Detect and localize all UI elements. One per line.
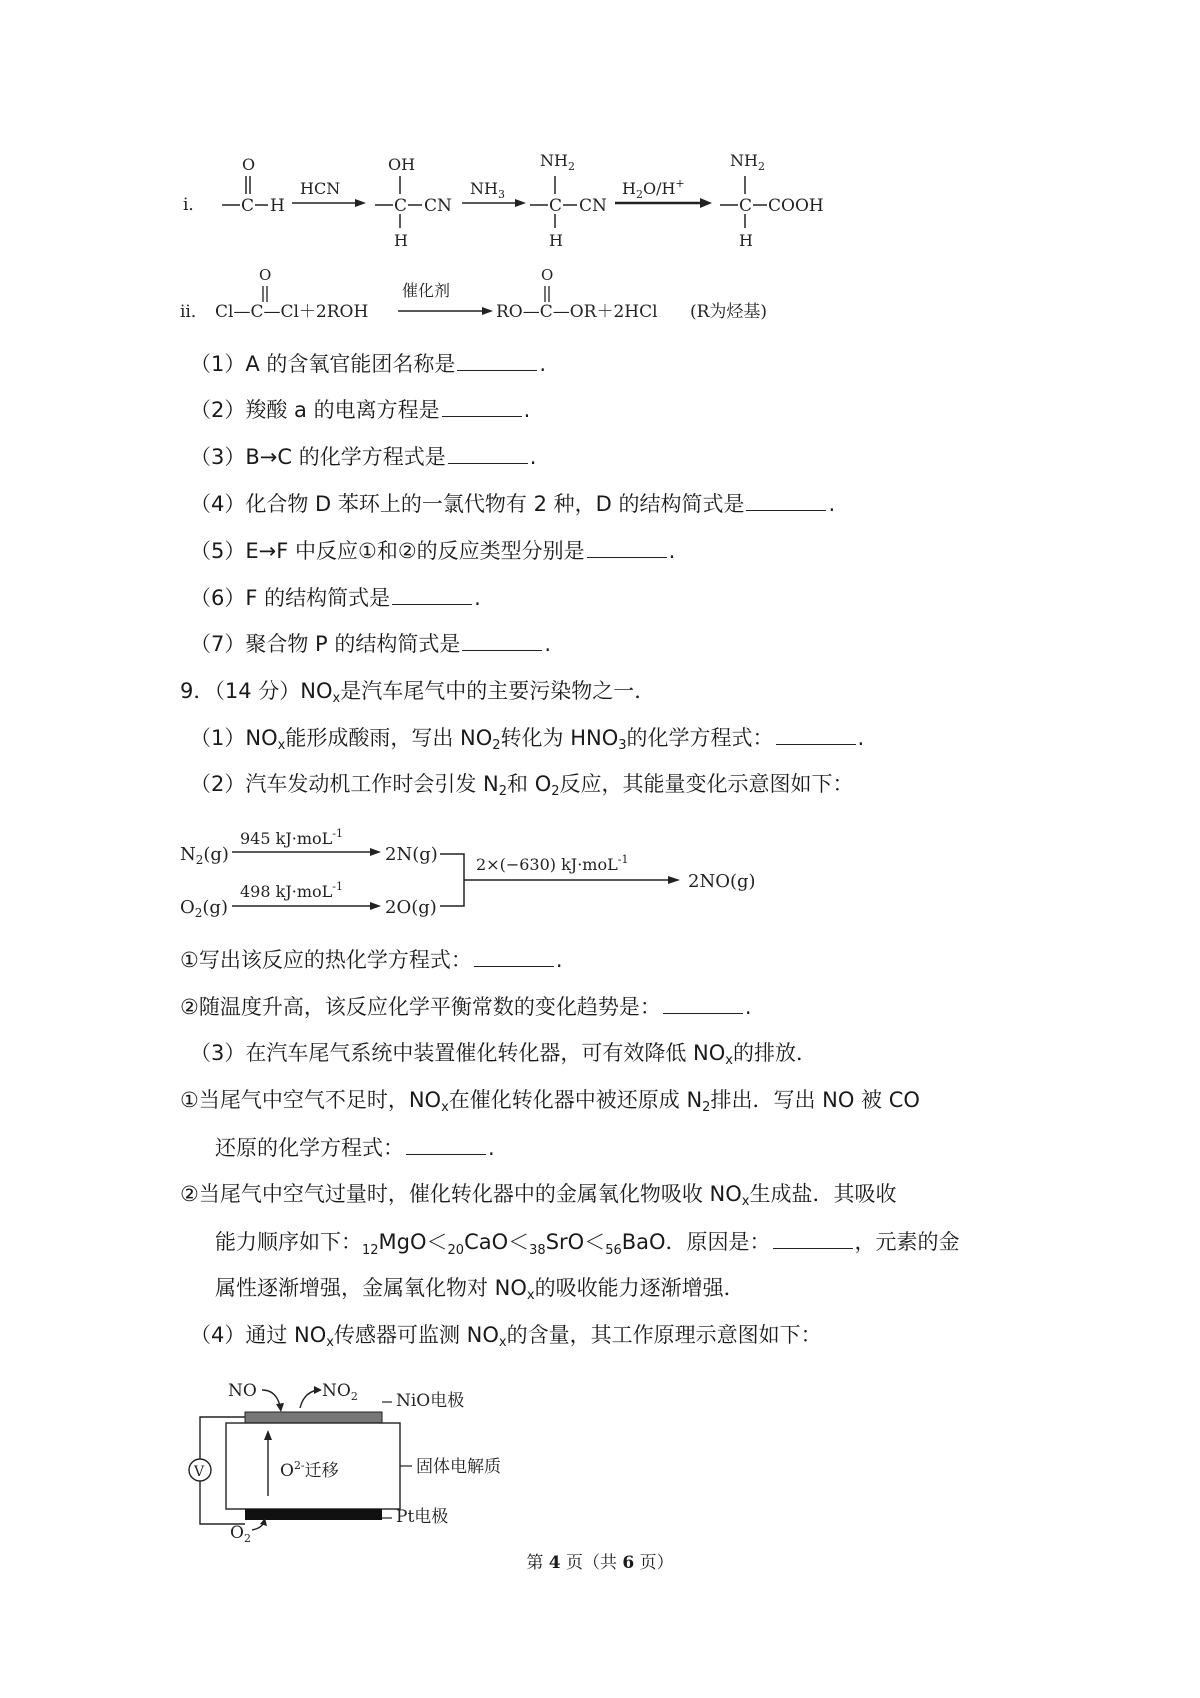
answer-blank[interactable]: [442, 394, 522, 417]
answer-blank[interactable]: [392, 582, 472, 605]
q8-6: （6）F 的结构简式是 .: [190, 582, 481, 613]
answer-blank[interactable]: [448, 441, 528, 464]
svg-text:C: C: [549, 196, 563, 216]
energy-diagram: [0, 820, 1200, 920]
answer-blank[interactable]: [587, 535, 667, 558]
svg-text:NH2: $NH_2$: [540, 151, 575, 173]
page-footer: 第 4 页（共 6 页）: [526, 1553, 674, 1573]
answer-blank[interactable]: [462, 628, 542, 651]
answer-blank[interactable]: [474, 944, 554, 967]
sensor-diagram: [0, 1372, 1200, 1542]
svg-text:H: H: [739, 231, 753, 250]
q9-2-2: ②随温度升高，该反应化学平衡常数的变化趋势是： .: [180, 991, 752, 1022]
svg-text:OH: OH: [388, 155, 416, 174]
svg-text:CN: CN: [579, 196, 607, 216]
answer-blank[interactable]: [663, 991, 743, 1014]
o2-label: $O_2(g)$: [180, 897, 228, 920]
nio-electrode: [245, 1412, 382, 1423]
answer-blank[interactable]: [776, 722, 856, 745]
svg-text:O: O: [259, 266, 272, 284]
pt-label: Pt电极: [396, 1507, 449, 1527]
reagent-nh3: $NH_3$: [470, 179, 505, 201]
svg-text:O: O: [242, 155, 256, 174]
q8-3: （3）B→C 的化学方程式是 .: [190, 441, 536, 472]
svg-text:H: H: [394, 231, 408, 250]
no2-label: $NO_2$: [322, 1381, 358, 1403]
pt-electrode: [245, 1509, 382, 1520]
q9-3-2c: 属性逐渐增强，金属氧化物对 $NO_x$的吸收能力逐渐增强．: [215, 1276, 745, 1303]
scheme-ii-label: ii．: [180, 302, 208, 322]
q9-3-1: ①当尾气中空气不足时，$NO_x$在催化转化器中被还原成 $N_2$排出．写出 NO 被 CO: [180, 1088, 920, 1115]
q9-title: 9．（14 分）$NO_x$是汽车尾气中的主要污染物之一．: [180, 679, 656, 706]
q9-3-2: ②当尾气中空气过量时，催化转化器中的金属氧化物吸收 $NO_x$生成盐．其吸收: [180, 1182, 897, 1209]
e2-label: 498 kJ·moL$^{-1}$: [240, 880, 343, 901]
2n-label: 2N(g): [385, 844, 438, 865]
answer-blank[interactable]: [457, 348, 537, 371]
q8-1: （1）A 的含氧官能团名称是 .: [190, 348, 546, 379]
svg-text:Cl—C—Cl＋2ROH: Cl—C—Cl＋2ROH: [215, 302, 369, 322]
electrolyte-label: 固体电解质: [416, 1457, 501, 1477]
svg-text:H: H: [270, 196, 285, 216]
q9-3: （3）在汽车尾气系统中装置催化转化器，可有效降低 $NO_x$的排放．: [190, 1041, 817, 1068]
q9-2-1: ①写出该反应的热化学方程式： .: [180, 944, 563, 975]
svg-text:O: O: [541, 266, 554, 284]
nio-label: NiO电极: [396, 1391, 465, 1411]
answer-blank[interactable]: [746, 488, 826, 511]
voltmeter-label: V: [194, 1464, 205, 1480]
svg-text:CN: CN: [424, 196, 452, 216]
e1-label: 945 kJ·moL$^{-1}$: [240, 827, 343, 848]
svg-text:H: H: [549, 231, 563, 250]
e3-label: 2×(−630) kJ·moL$^{-1}$: [476, 853, 629, 874]
svg-text:C: C: [241, 196, 255, 216]
o2-migrate-label: $O^{2-}$迁移: [280, 1459, 339, 1481]
r-note: (R为烃基): [690, 302, 768, 322]
svg-text:RO—C—OR＋2HCl: RO—C—OR＋2HCl: [496, 302, 658, 322]
answer-blank[interactable]: [773, 1226, 853, 1249]
q8-5: （5）E→F 中反应①和②的反应类型分别是 .: [190, 535, 675, 566]
q9-3-1b: 还原的化学方程式： .: [215, 1132, 495, 1163]
svg-text:NH2: $NH_2$: [730, 151, 765, 173]
svg-text:C: C: [739, 196, 753, 216]
2no-label: 2NO(g): [688, 871, 756, 892]
o2-bottom-label: $O_2$: [230, 1523, 251, 1542]
svg-text:COOH: COOH: [768, 196, 824, 216]
q9-4: （4）通过 $NO_x$传感器可监测 $NO_x$的含量，其工作原理示意图如下：: [190, 1323, 822, 1350]
q8-7: （7）聚合物 P 的结构简式是 .: [190, 628, 551, 659]
q8-4: （4）化合物 D 苯环上的一氯代物有 2 种，D 的结构简式是 .: [190, 488, 835, 519]
reagent-hcn: HCN: [300, 179, 341, 198]
q9-2: （2）汽车发动机工作时会引发 $N_2$和 $O_2$反应，其能量变化示意图如下：: [190, 772, 854, 799]
catalyst-label: 催化剂: [402, 281, 451, 300]
scheme-i: [0, 150, 1200, 250]
q8-2: （2）羧酸 a 的电离方程是 .: [190, 394, 530, 425]
q9-1: $(1)NO_x$能形成酸雨，写出 $NO_2$转化为 $HNO_3$的化学方程式： .: [190, 722, 864, 761]
no-label: NO: [228, 1381, 257, 1401]
answer-blank[interactable]: [406, 1132, 486, 1155]
scheme-ii: [0, 262, 1200, 322]
svg-text:C: C: [394, 196, 408, 216]
reagent-h2o: $H_2O/H^+$: [622, 177, 685, 201]
scheme-i-label: i．: [183, 195, 206, 215]
q9-3-2b: 能力顺序如下：$_{12}MgO<_{20}CaO<_{38}SrO<_{56}BaO$．原因是： ，元素的金: [215, 1226, 960, 1266]
n2-label: $N_2(g)$: [180, 844, 229, 867]
2o-label: 2O(g): [385, 897, 437, 918]
